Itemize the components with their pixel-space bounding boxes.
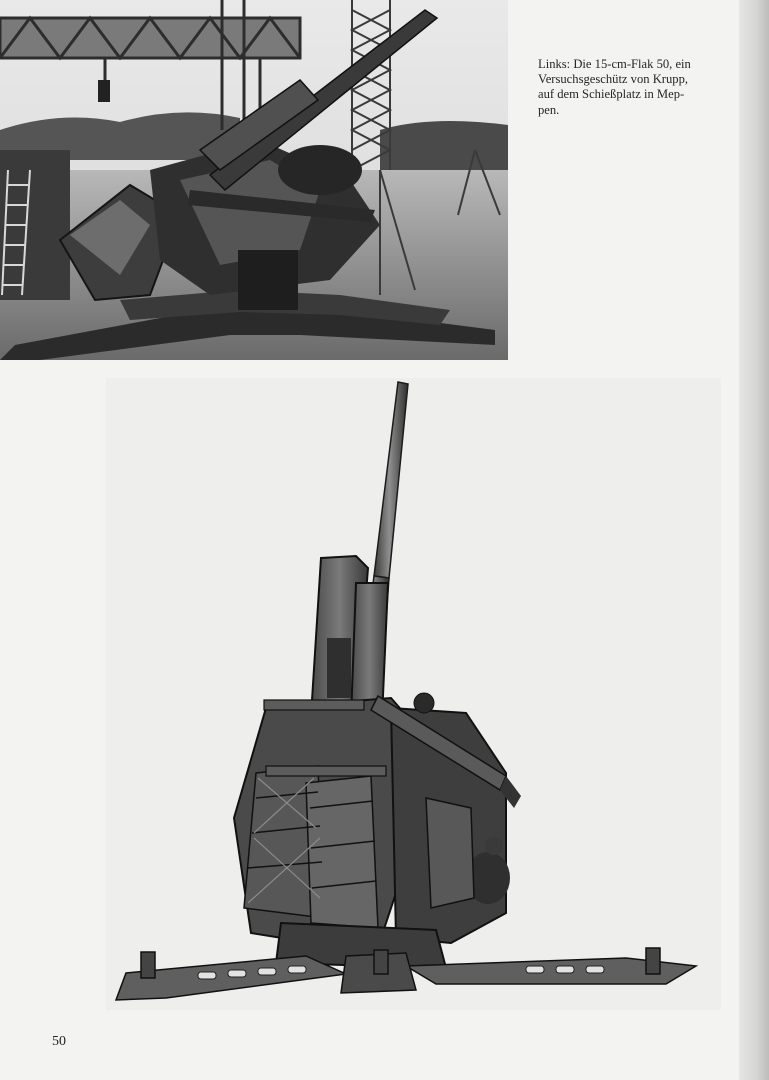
flak-50-illustration: [106, 378, 721, 1010]
page-edge-shadow: [739, 0, 769, 1080]
top-photo-caption: Links: Die 15-cm-Flak 50, ein Versuchsgeschütz von Krupp, auf dem Schießplatz in Mep- pen.: [538, 57, 691, 117]
page-number: 50: [52, 1034, 66, 1049]
top-photograph-flak-on-test-range: [0, 0, 508, 360]
